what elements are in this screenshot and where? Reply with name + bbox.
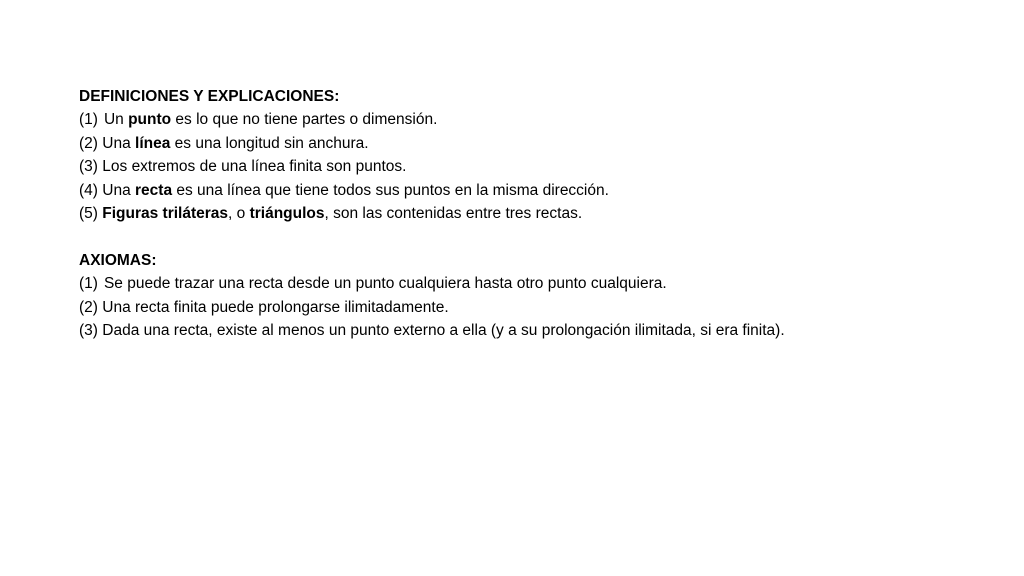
definition-text: , o [228, 205, 250, 223]
definitions-heading: DEFINICIONES Y EXPLICACIONES: [79, 88, 340, 105]
definition-text: Una [102, 181, 136, 199]
definition-text: Una [102, 134, 136, 152]
axiom-number: (3) [79, 322, 98, 340]
axioms-heading: AXIOMAS: [79, 251, 157, 269]
axiom-number: (2) [79, 298, 98, 316]
definition-text: Los extremos de una línea finita son puntos. [102, 158, 407, 176]
definition-item-3 [79, 155, 1009, 178]
definition-number: (3) [79, 158, 98, 176]
axiom-number: (1) [79, 275, 98, 293]
definition-term: línea [135, 134, 171, 152]
definition-term: Figuras triláteras [102, 205, 229, 223]
definition-item-4 [79, 179, 1009, 202]
definition-text: Un [103, 111, 129, 129]
definition-term: punto [128, 111, 172, 129]
definition-number: (5) [79, 205, 98, 223]
axiom-item-2 [79, 296, 1009, 319]
axiom-text: Se puede trazar una recta desde un punto cualquiera hasta otro punto cualquiera. [103, 275, 667, 293]
axiom-item-3 [79, 319, 1009, 342]
axiom-text: Dada una recta, existe al menos un punto externo a ella (y a su prolongación ilimitada, si era finita). [102, 322, 785, 340]
definition-number: (2) [79, 134, 98, 152]
section-spacer [79, 225, 1009, 248]
definition-number: (4) [79, 181, 98, 199]
definition-item-1 [79, 108, 1009, 131]
definition-text: es lo que no tiene partes o dimensión. [171, 111, 438, 129]
axiom-item-1 [79, 272, 1009, 295]
slide-text-block [79, 85, 1009, 342]
definition-text: , son las contenidas entre tres rectas. [324, 205, 583, 223]
definition-text: es una longitud sin anchura. [170, 134, 369, 152]
definition-text: es una línea que tiene todos sus puntos en la misma dirección. [172, 181, 609, 199]
axiom-text: Una recta finita puede prolongarse ilimitadamente. [102, 298, 449, 316]
definition-term: recta [135, 181, 173, 199]
definition-number: (1) [79, 111, 98, 129]
definition-item-2 [79, 132, 1009, 155]
definition-item-5 [79, 202, 1009, 225]
definition-term: triángulos [249, 205, 325, 223]
